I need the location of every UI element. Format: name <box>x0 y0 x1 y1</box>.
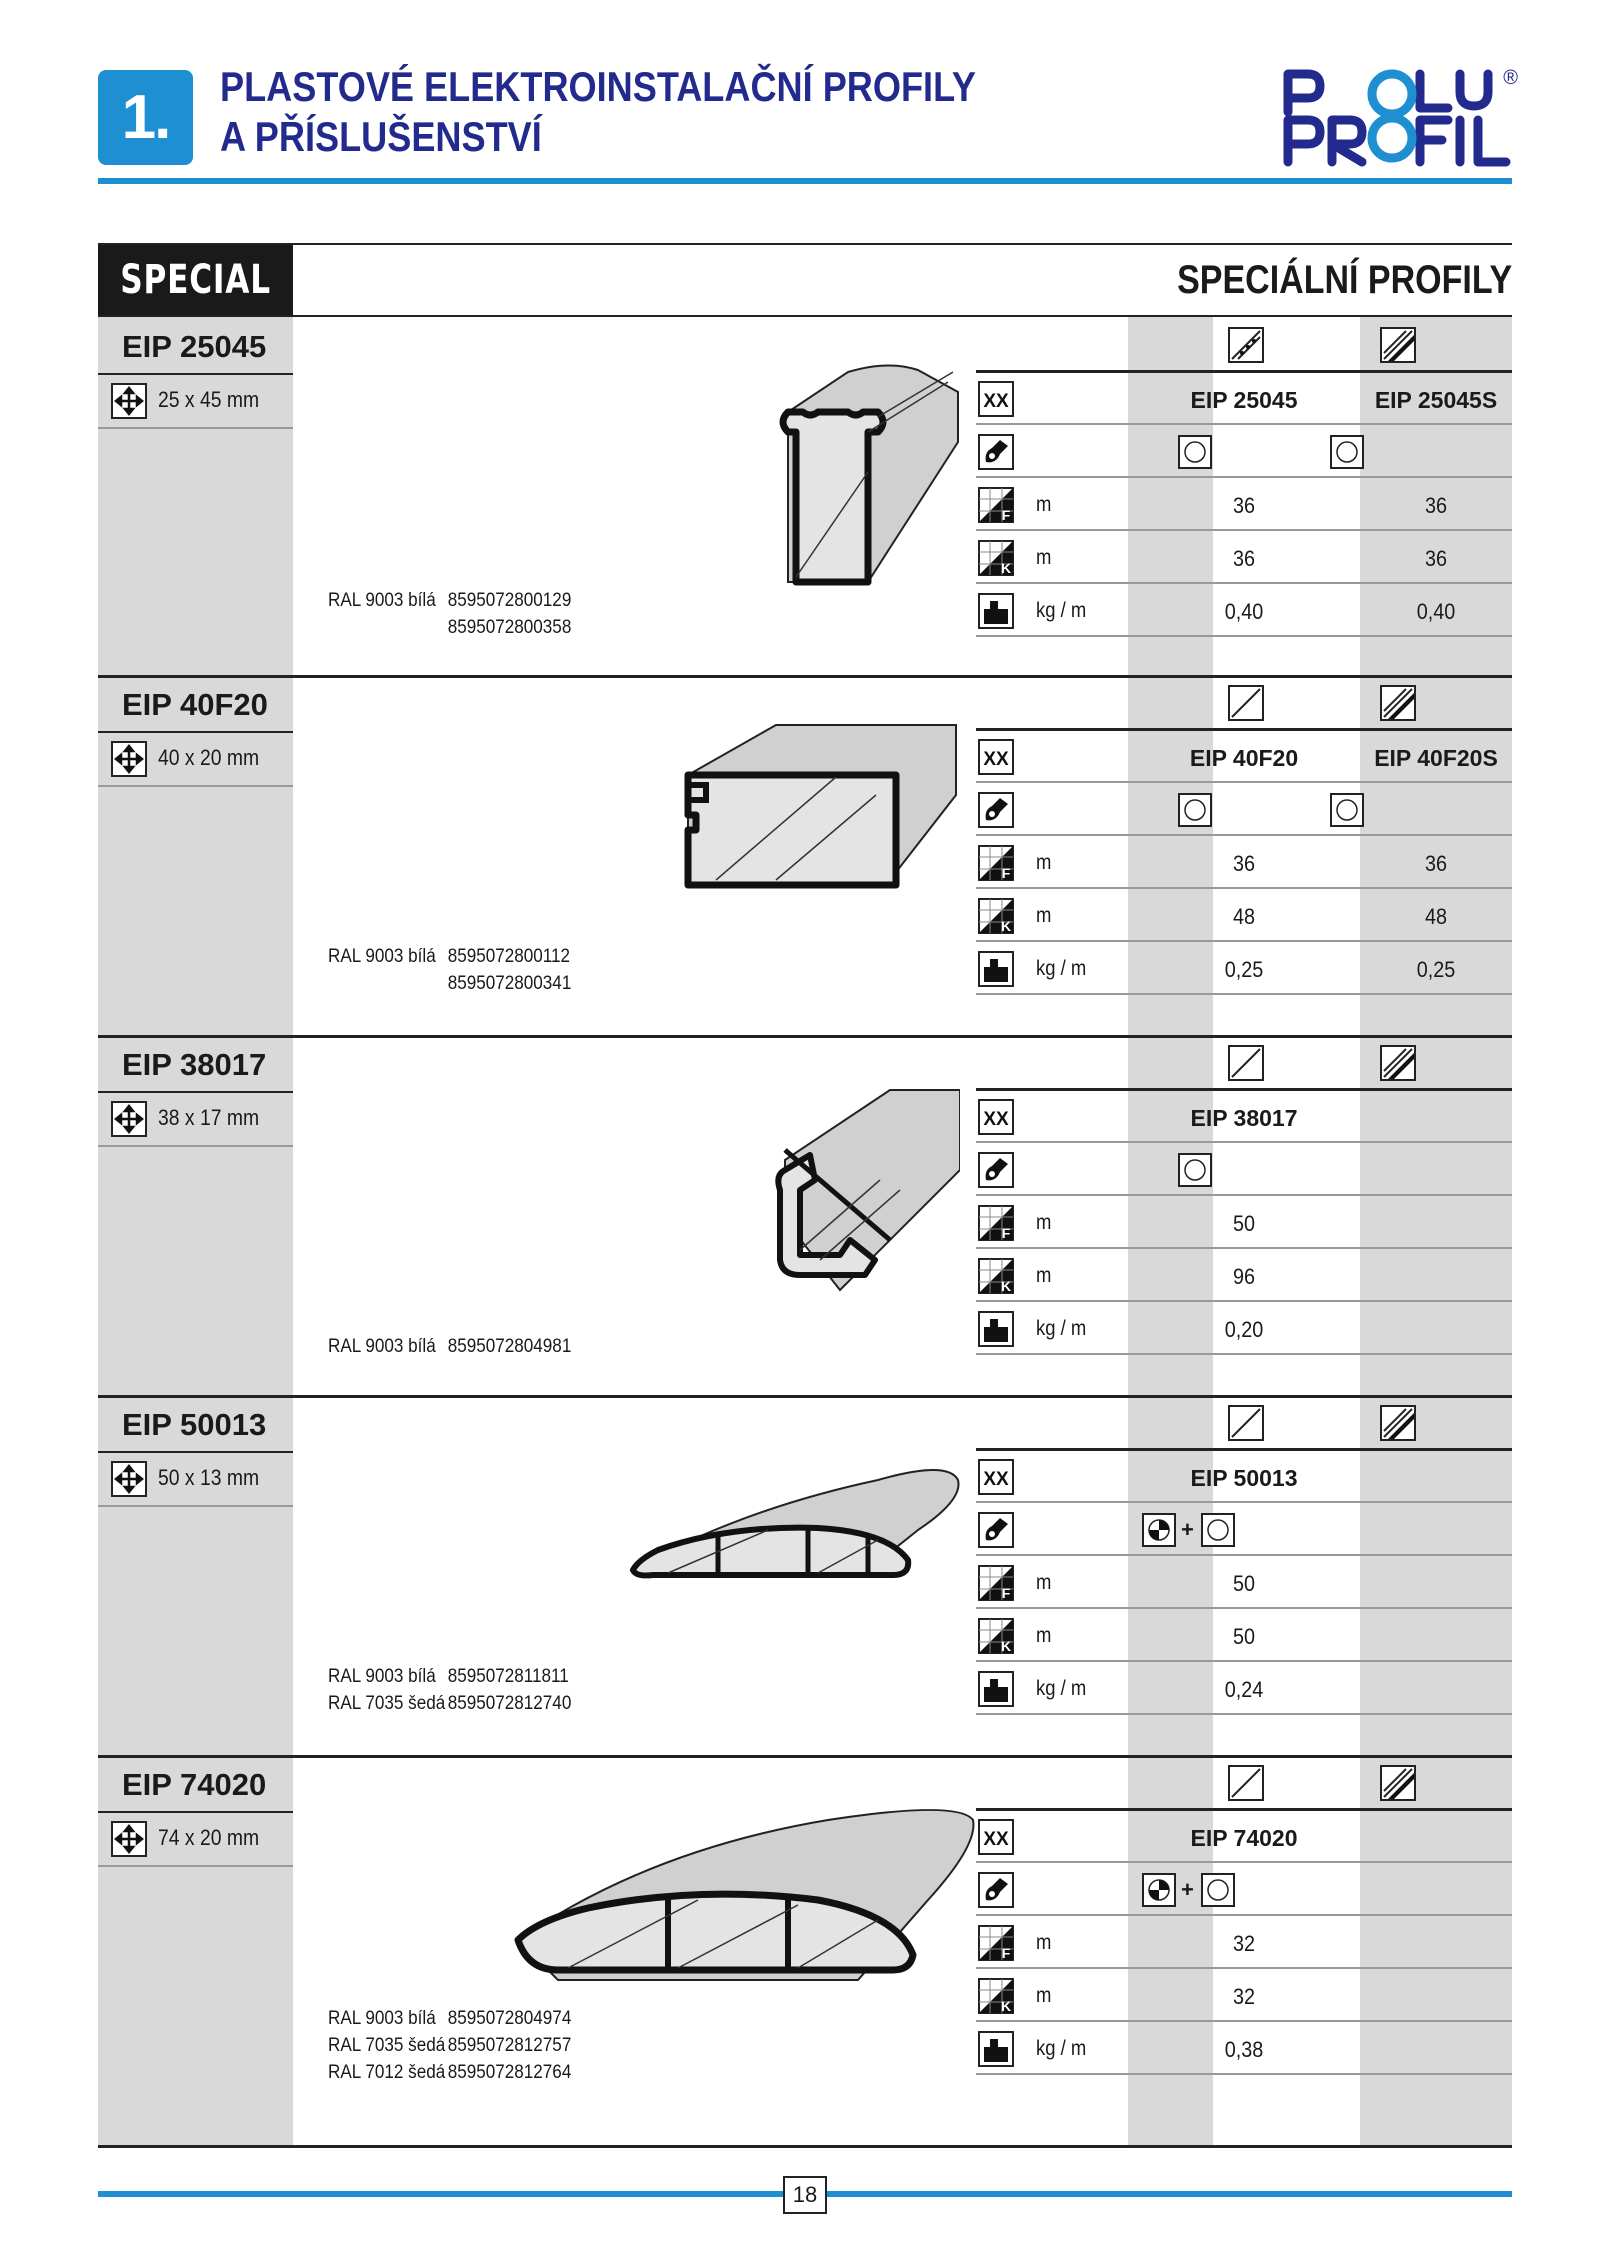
value-col-1: 0,25 <box>1224 957 1264 982</box>
dimensions-icon <box>111 383 147 419</box>
value-col-2: EIP 25045S <box>1374 387 1498 413</box>
table-header-row <box>976 675 1512 731</box>
section-label: SPECIAL <box>98 245 293 315</box>
ral-row <box>328 614 571 641</box>
value-col-1: EIP 74020 <box>1190 1825 1298 1851</box>
svg-text:XX: XX <box>983 1109 1009 1130</box>
grey-color-swatch-icon <box>1142 1513 1176 1547</box>
ral-row <box>328 1333 571 1360</box>
plus-sign: + <box>1181 1877 1194 1902</box>
profile-plain-icon <box>1228 1765 1264 1801</box>
row-color <box>976 1144 1512 1196</box>
product-name: EIP 40F20 <box>122 687 268 722</box>
article-code-icon <box>978 1459 1014 1495</box>
svg-text:F: F <box>1001 865 1011 881</box>
row-color <box>976 1504 1512 1556</box>
value-col-1: 32 <box>1232 1984 1256 2009</box>
product-name-rule <box>98 731 293 733</box>
dimensions-rule <box>98 1505 293 1507</box>
row-rule <box>976 1967 1512 1969</box>
ral-color: RAL 9003 bílá <box>328 590 436 611</box>
ral-row <box>328 970 571 997</box>
white-color-swatch-icon <box>1330 793 1364 827</box>
ral-row <box>328 1663 571 1690</box>
row-rule <box>976 834 1512 836</box>
packaging-f-icon <box>978 1205 1014 1241</box>
ral-color: RAL 9003 bílá <box>328 1666 436 1687</box>
ean-code: 8595072800341 <box>447 973 572 994</box>
row-article-code <box>976 731 1512 783</box>
product-name-rule <box>98 1811 293 1813</box>
white-color-swatch-icon <box>1178 793 1212 827</box>
row-rule <box>976 1501 1512 1503</box>
plus-sign: + <box>1181 1517 1194 1542</box>
profile-drawing <box>676 715 966 920</box>
profile-drawing <box>618 1440 968 1615</box>
ral-color: RAL 7035 šedá <box>328 2035 446 2056</box>
unit-label: m <box>1036 1211 1052 1234</box>
ean-code: 8595072800129 <box>447 590 572 611</box>
profile-drawing <box>498 1790 978 2015</box>
row-rule <box>976 1247 1512 1249</box>
value-col-1: 96 <box>1232 1264 1256 1289</box>
svg-text:K: K <box>1000 918 1012 934</box>
product-name-rule <box>98 1091 293 1093</box>
row-rule <box>976 1914 1512 1916</box>
row-rule <box>976 1607 1512 1609</box>
svg-text:XX: XX <box>983 749 1009 770</box>
ean-code: 8595072804981 <box>447 1336 572 1357</box>
profile-plain-icon <box>1228 685 1264 721</box>
ral-color: RAL 7012 šedá <box>328 2062 446 2083</box>
dimensions-icon <box>111 1821 147 1857</box>
ral-row <box>328 2005 571 2032</box>
row-rule <box>976 781 1512 783</box>
svg-text:K: K <box>1000 1638 1012 1654</box>
product-dimensions: 25 x 45 mm <box>158 387 260 412</box>
product-block <box>98 1035 1512 1395</box>
value-col-2: 36 <box>1424 493 1448 518</box>
svg-text:F: F <box>1001 1585 1011 1601</box>
profile-self-adhesive-icon <box>1380 685 1416 721</box>
dimensions-icon <box>111 741 147 777</box>
white-color-swatch-icon <box>1178 435 1212 469</box>
row-weight <box>976 1663 1512 1715</box>
row-rule <box>976 582 1512 584</box>
svg-text:K: K <box>1000 1278 1012 1294</box>
row-rule <box>976 887 1512 889</box>
product-name-rule <box>98 1451 293 1453</box>
svg-text:F: F <box>1001 1225 1011 1241</box>
profile-self-adhesive-icon <box>1380 1405 1416 1441</box>
unit-label: m <box>1036 1984 1052 2007</box>
white-color-swatch-icon <box>1201 1873 1235 1907</box>
ral-row <box>328 2059 571 2086</box>
value-col-1: 50 <box>1232 1211 1256 1236</box>
ral-color: RAL 9003 bílá <box>328 946 436 967</box>
unit-label: m <box>1036 904 1052 927</box>
row-package-k <box>976 1250 1512 1302</box>
dimensions-rule <box>98 427 293 429</box>
weight-icon <box>978 2031 1014 2067</box>
value-col-1: 0,24 <box>1224 1677 1264 1702</box>
row-rule <box>976 1300 1512 1302</box>
value-col-1: EIP 50013 <box>1190 1465 1298 1491</box>
color-icon <box>978 1512 1014 1548</box>
value-col-1: 36 <box>1232 851 1256 876</box>
page-number: 18 <box>783 2176 827 2214</box>
unit-label: kg / m <box>1036 1317 1087 1340</box>
color-icon <box>978 434 1014 470</box>
weight-icon <box>978 1311 1014 1347</box>
row-package-f <box>976 837 1512 889</box>
row-package-k <box>976 1610 1512 1662</box>
row-rule <box>976 940 1512 942</box>
ean-code: 8595072800358 <box>447 617 572 638</box>
ean-code: 8595072812757 <box>447 2035 572 2056</box>
row-weight <box>976 943 1512 995</box>
product-block <box>98 1395 1512 1755</box>
value-col-1: 32 <box>1232 1931 1256 1956</box>
unit-label: m <box>1036 851 1052 874</box>
white-color-swatch-icon <box>1178 1153 1212 1187</box>
ral-list <box>328 587 571 641</box>
product-name: EIP 25045 <box>122 329 267 364</box>
unit-label: m <box>1036 546 1052 569</box>
svg-text:K: K <box>1000 560 1012 576</box>
dimensions-rule <box>98 1865 293 1867</box>
article-code-icon <box>978 1819 1014 1855</box>
table-header-row <box>976 1755 1512 1811</box>
ral-row <box>328 587 571 614</box>
profile-self-adhesive-icon <box>1380 327 1416 363</box>
row-rule <box>976 529 1512 531</box>
value-col-1: 50 <box>1232 1624 1256 1649</box>
product-name: EIP 50013 <box>122 1407 267 1442</box>
packaging-k-icon <box>978 540 1014 576</box>
table-header-row <box>976 1035 1512 1091</box>
page-title <box>220 62 976 162</box>
section-top-line <box>98 243 1512 245</box>
value-col-1: 0,20 <box>1224 1317 1264 1342</box>
article-code-icon <box>978 1099 1014 1135</box>
unit-label: m <box>1036 1571 1052 1594</box>
packaging-f-icon <box>978 845 1014 881</box>
ral-row <box>328 1690 571 1717</box>
value-col-2: 0,40 <box>1416 599 1456 624</box>
row-article-code <box>976 1811 1512 1863</box>
packaging-f-icon <box>978 1925 1014 1961</box>
color-icon <box>978 792 1014 828</box>
unit-label: kg / m <box>1036 1677 1087 1700</box>
ral-list <box>328 1663 571 1717</box>
svg-text:XX: XX <box>983 391 1009 412</box>
row-rule <box>976 993 1512 995</box>
grey-color-swatch-icon <box>1142 1873 1176 1907</box>
ral-list <box>328 2005 571 2086</box>
ral-color: RAL 9003 bílá <box>328 1336 436 1357</box>
row-package-f <box>976 1917 1512 1969</box>
row-rule <box>976 1353 1512 1355</box>
packaging-f-icon <box>978 1565 1014 1601</box>
dimensions-rule <box>98 785 293 787</box>
profile-plain-icon <box>1228 1045 1264 1081</box>
title-line-2: A PŘÍSLUŠENSTVÍ <box>220 113 542 160</box>
polyprofil-logo <box>1270 62 1520 172</box>
unit-label: m <box>1036 1264 1052 1287</box>
weight-icon <box>978 951 1014 987</box>
ean-code: 8595072812764 <box>447 2062 572 2083</box>
ral-row <box>328 943 571 970</box>
profile-drawing <box>768 362 998 607</box>
row-color <box>976 426 1512 478</box>
row-package-k <box>976 890 1512 942</box>
ral-color: RAL 9003 bílá <box>328 2008 436 2029</box>
value-col-1: 48 <box>1232 904 1256 929</box>
ral-row <box>328 2032 571 2059</box>
chapter-badge <box>98 70 193 165</box>
bottom-rule <box>98 2145 1512 2148</box>
unit-label: m <box>1036 1931 1052 1954</box>
row-rule <box>976 2073 1512 2075</box>
ean-code: 8595072811811 <box>447 1666 569 1687</box>
svg-text:F: F <box>1001 1945 1011 1961</box>
ean-code: 8595072804974 <box>447 2008 572 2029</box>
unit-label: kg / m <box>1036 599 1087 622</box>
header-rule <box>98 178 1512 184</box>
row-rule <box>976 1141 1512 1143</box>
row-rule <box>976 635 1512 637</box>
row-package-f <box>976 1197 1512 1249</box>
ean-code: 8595072800112 <box>447 946 571 967</box>
unit-label: m <box>1036 493 1052 516</box>
table-header-row <box>976 1395 1512 1451</box>
chapter-number: 1. <box>121 83 170 152</box>
row-color <box>976 784 1512 836</box>
row-article-code <box>976 373 1512 425</box>
row-package-k <box>976 1970 1512 2022</box>
svg-text:XX: XX <box>983 1469 1009 1490</box>
unit-label: kg / m <box>1036 2037 1087 2060</box>
row-rule <box>976 1861 1512 1863</box>
profile-self-adhesive-icon <box>1380 1765 1416 1801</box>
color-icon <box>978 1872 1014 1908</box>
dimensions-rule <box>98 1145 293 1147</box>
value-col-1: EIP 38017 <box>1190 1105 1298 1131</box>
article-code-icon <box>978 381 1014 417</box>
weight-icon <box>978 593 1014 629</box>
packaging-k-icon <box>978 1258 1014 1294</box>
svg-text:F: F <box>1001 507 1011 523</box>
profile-dotted-icon <box>1228 327 1264 363</box>
unit-label: m <box>1036 1624 1052 1647</box>
white-color-swatch-icon <box>1201 1513 1235 1547</box>
value-col-1: 36 <box>1232 546 1256 571</box>
svg-text:XX: XX <box>983 1829 1009 1850</box>
row-package-k <box>976 532 1512 584</box>
dimensions-icon <box>111 1461 147 1497</box>
packaging-f-icon <box>978 487 1014 523</box>
row-weight <box>976 585 1512 637</box>
unit-label: kg / m <box>1036 957 1087 980</box>
product-dimensions: 40 x 20 mm <box>158 745 260 770</box>
profile-plain-icon <box>1228 1405 1264 1441</box>
product-name: EIP 74020 <box>122 1767 267 1802</box>
product-dimensions: 50 x 13 mm <box>158 1465 260 1490</box>
white-color-swatch-icon <box>1330 435 1364 469</box>
ral-color <box>328 614 448 641</box>
weight-icon <box>978 1671 1014 1707</box>
packaging-k-icon <box>978 898 1014 934</box>
ral-color: RAL 7035 šedá <box>328 1693 446 1714</box>
dimensions-icon <box>111 1101 147 1137</box>
row-rule <box>976 2020 1512 2022</box>
value-col-2: EIP 40F20S <box>1374 745 1498 771</box>
profile-self-adhesive-icon <box>1380 1045 1416 1081</box>
ral-list <box>328 1333 571 1360</box>
row-rule <box>976 1713 1512 1715</box>
value-col-1: 0,40 <box>1224 599 1264 624</box>
row-rule <box>976 1194 1512 1196</box>
row-article-code <box>976 1091 1512 1143</box>
value-col-2: 48 <box>1424 904 1448 929</box>
ral-color <box>328 970 448 997</box>
svg-text:®: ® <box>1503 67 1518 89</box>
section-title: SPECIÁLNÍ PROFILY <box>1176 258 1512 302</box>
value-col-1: EIP 40F20 <box>1189 745 1299 771</box>
row-rule <box>976 1660 1512 1662</box>
packaging-k-icon <box>978 1618 1014 1654</box>
row-package-f <box>976 479 1512 531</box>
packaging-k-icon <box>978 1978 1014 2014</box>
value-col-1: 36 <box>1232 493 1256 518</box>
value-col-2: 36 <box>1424 546 1448 571</box>
table-header-row <box>976 317 1512 373</box>
row-article-code <box>976 1451 1512 1503</box>
row-rule <box>976 476 1512 478</box>
value-col-1: 50 <box>1232 1571 1256 1596</box>
title-line-1: PLASTOVÉ ELEKTROINSTALAČNÍ PROFILY <box>220 63 976 110</box>
svg-text:K: K <box>1000 1998 1012 2014</box>
row-color <box>976 1864 1512 1916</box>
product-name-rule <box>98 373 293 375</box>
row-rule <box>976 1554 1512 1556</box>
article-code-icon <box>978 739 1014 775</box>
product-dimensions: 74 x 20 mm <box>158 1825 260 1850</box>
product-block <box>98 1755 1512 2115</box>
color-icon <box>978 1152 1014 1188</box>
value-col-2: 36 <box>1424 851 1448 876</box>
ean-code: 8595072812740 <box>447 1693 572 1714</box>
product-name: EIP 38017 <box>122 1047 267 1082</box>
product-block <box>98 675 1512 1035</box>
row-package-f <box>976 1557 1512 1609</box>
product-dimensions: 38 x 17 mm <box>158 1105 260 1130</box>
profile-drawing <box>690 1080 960 1305</box>
ral-list <box>328 943 571 997</box>
value-col-1: 0,38 <box>1224 2037 1264 2062</box>
row-rule <box>976 423 1512 425</box>
value-col-2: 0,25 <box>1416 957 1456 982</box>
row-weight <box>976 2023 1512 2075</box>
row-weight <box>976 1303 1512 1355</box>
product-block <box>98 317 1512 677</box>
value-col-1: EIP 25045 <box>1190 387 1298 413</box>
